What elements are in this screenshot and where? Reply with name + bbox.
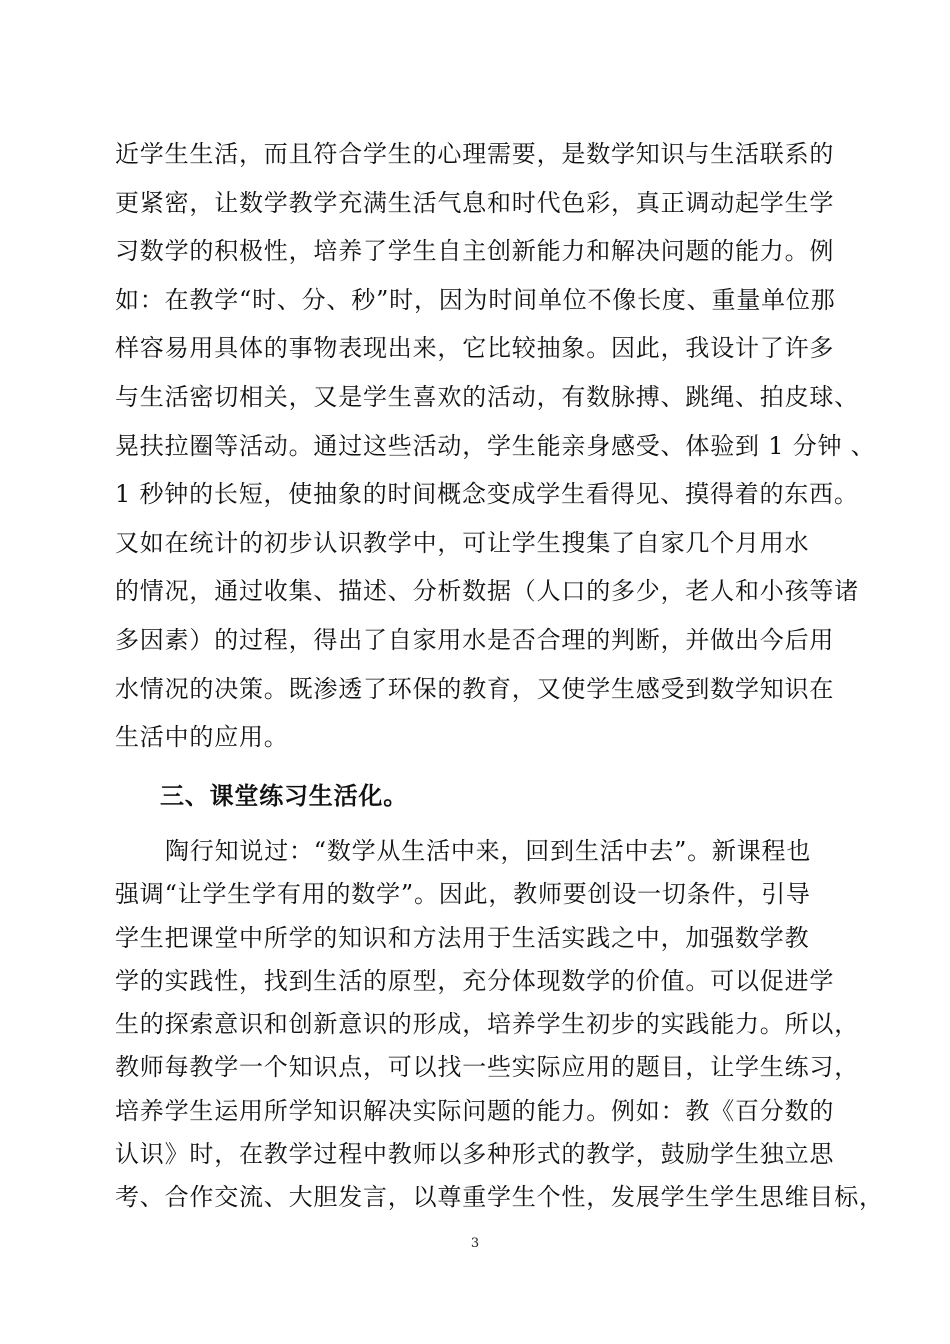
text-line: 生活中的应用。 <box>115 723 289 752</box>
text-line: 样容易用具体的事物表现出来，它比较抽象。因此，我设计了许多 <box>115 334 835 363</box>
text-line: 与生活密切相关，又是学生喜欢的活动，有数脉搏、跳绳、拍皮球、 <box>115 382 859 411</box>
text-line: 认识》时，在教学过程中教师以多种形式的教学，鼓励学生独立思 <box>115 1140 835 1169</box>
text-line: 的情况，通过收集、描述、分析数据（人口的多少，老人和小孩等诸 <box>115 577 859 606</box>
text-line: 多因素）的过程，得出了自家用水是否合理的判断，并做出今后用 <box>115 625 835 654</box>
section-heading: 三、课堂练习生活化。 <box>160 781 408 810</box>
text-line: 1 秒钟的长短，使抽象的时间概念变成学生看得见、摸得着的东西。 <box>115 480 859 509</box>
paragraph-section-3 <box>115 830 884 1220</box>
text-line: 生的探索意识和创新意识的形成，培养学生初步的实践能力。所以， <box>115 1010 859 1039</box>
text-line: 培养学生运用所学知识解决实际问题的能力。例如：教《百分数的 <box>115 1096 835 1125</box>
text-line: 考、合作交流、大胆发言，以尊重学生个性，发展学生学生思维目标， <box>115 1183 884 1212</box>
text-line: 更紧密，让数学教学充满生活气息和时代色彩，真正调动起学生学 <box>115 188 835 217</box>
paragraph-continued <box>115 130 876 762</box>
text-line: 近学生生活，而且符合学生的心理需要，是数学知识与生活联系的 <box>115 140 835 168</box>
text-line: 强调“让学生学有用的数学”。因此，教师要创设一切条件，引导 <box>115 880 811 909</box>
text-line: 又如在统计的初步认识教学中，可让学生搜集了自家几个月用水 <box>115 528 810 557</box>
text-line: 学生把课堂中所学的知识和方法用于生活实践之中，加强数学教 <box>115 923 810 952</box>
page-number: 3 <box>470 1236 480 1251</box>
text-line-first: 陶行知说过：“数学从生活中来，回到生活中去”。新课程也 <box>165 837 812 865</box>
text-line: 如：在教学“时、分、秒”时，因为时间单位不像长度、重量单位那 <box>115 285 836 314</box>
text-line: 教师每教学一个知识点，可以找一些实际应用的题目，让学生练习， <box>115 1053 859 1082</box>
text-line: 学的实践性，找到生活的原型，充分体现数学的价值。可以促进学 <box>115 966 835 995</box>
text-line: 水情况的决策。既渗透了环保的教育，又使学生感受到数学知识在 <box>115 674 835 703</box>
text-line: 习数学的积极性，培养了学生自主创新能力和解决问题的能力。例 <box>115 237 835 266</box>
text-line: 晃扶拉圈等活动。通过这些活动，学生能亲身感受、体验到 1 分钟 、 <box>115 431 876 460</box>
